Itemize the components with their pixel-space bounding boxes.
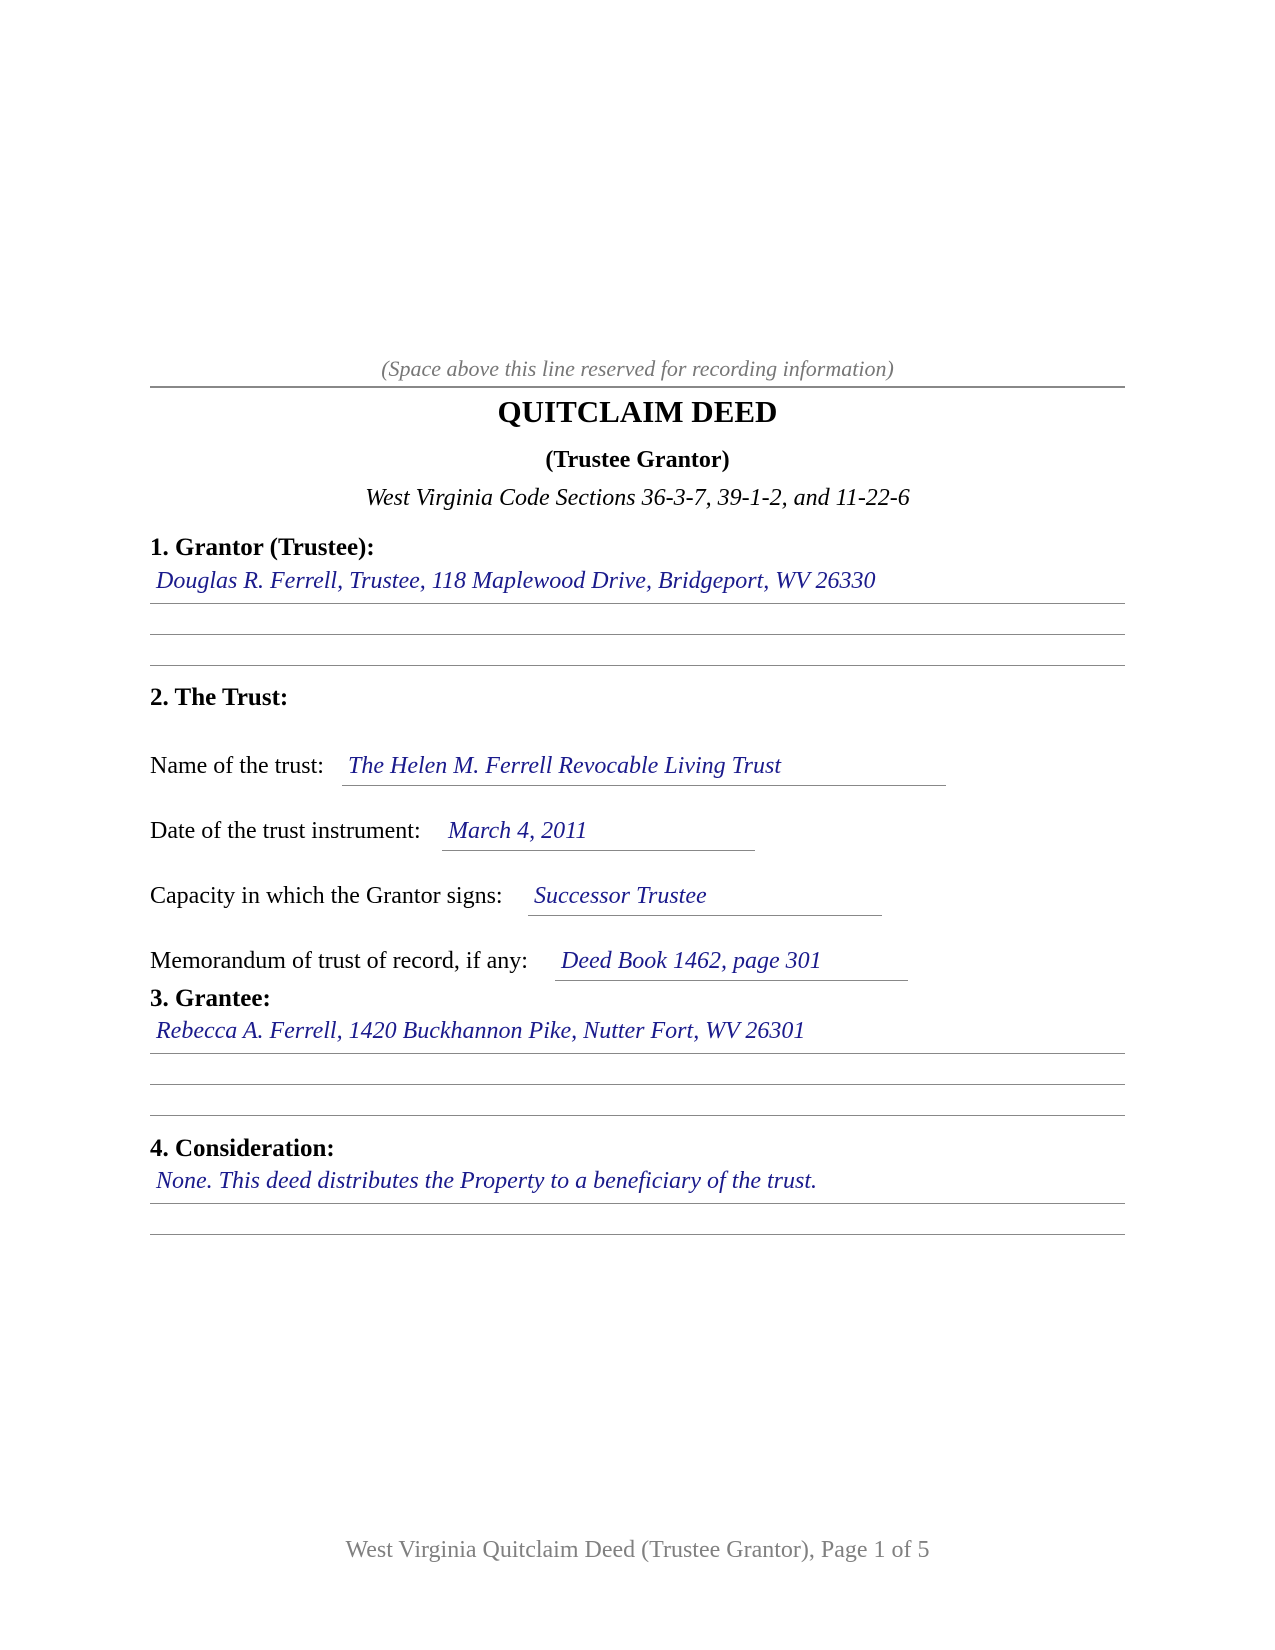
trust-heading: 2. The Trust: (150, 684, 289, 711)
consideration-field[interactable]: None. This deed distributes the Property to a beneficiary of the trust. (156, 1168, 818, 1194)
capacity-line (528, 915, 882, 916)
grantor-line-3 (150, 665, 1125, 666)
grantee-line-1 (150, 1053, 1125, 1054)
memorandum-field[interactable]: Deed Book 1462, page 301 (561, 948, 822, 974)
trust-date-field[interactable]: March 4, 2011 (448, 818, 588, 844)
trust-name-line (342, 785, 946, 786)
page-footer: West Virginia Quitclaim Deed (Trustee Grantor), Page 1 of 5 (345, 1537, 930, 1563)
grantee-heading: 3. Grantee: (150, 985, 271, 1012)
recording-info-note: (Space above this line reserved for recording information) (381, 356, 894, 381)
trust-name-label: Name of the trust: (150, 753, 324, 779)
document-title: QUITCLAIM DEED (497, 394, 778, 429)
trust-date-line (442, 850, 755, 851)
document-subtitle: (Trustee Grantor) (545, 447, 730, 473)
trust-name-field[interactable]: The Helen M. Ferrell Revocable Living Trust (348, 753, 782, 779)
recording-divider (150, 386, 1125, 388)
grantor-heading: 1. Grantor (Trustee): (150, 534, 375, 561)
grantor-field[interactable]: Douglas R. Ferrell, Trustee, 118 Maplewood Drive, Bridgeport, WV 26330 (156, 568, 876, 594)
capacity-label: Capacity in which the Grantor signs: (150, 883, 503, 909)
memorandum-label: Memorandum of trust of record, if any: (150, 948, 528, 974)
code-sections-reference: West Virginia Code Sections 36-3-7, 39-1-2, and 11-22-6 (365, 485, 910, 511)
trust-date-label: Date of the trust instrument: (150, 818, 421, 844)
consideration-line-2 (150, 1234, 1125, 1235)
grantee-line-2 (150, 1084, 1125, 1085)
grantee-line-3 (150, 1115, 1125, 1116)
consideration-heading: 4. Consideration: (150, 1135, 335, 1162)
grantee-field[interactable]: Rebecca A. Ferrell, 1420 Buckhannon Pike, Nutter Fort, WV 26301 (156, 1018, 806, 1044)
memorandum-line (555, 980, 908, 981)
consideration-line-1 (150, 1203, 1125, 1204)
capacity-field[interactable]: Successor Trustee (534, 883, 707, 909)
grantor-line-1 (150, 603, 1125, 604)
grantor-line-2 (150, 634, 1125, 635)
